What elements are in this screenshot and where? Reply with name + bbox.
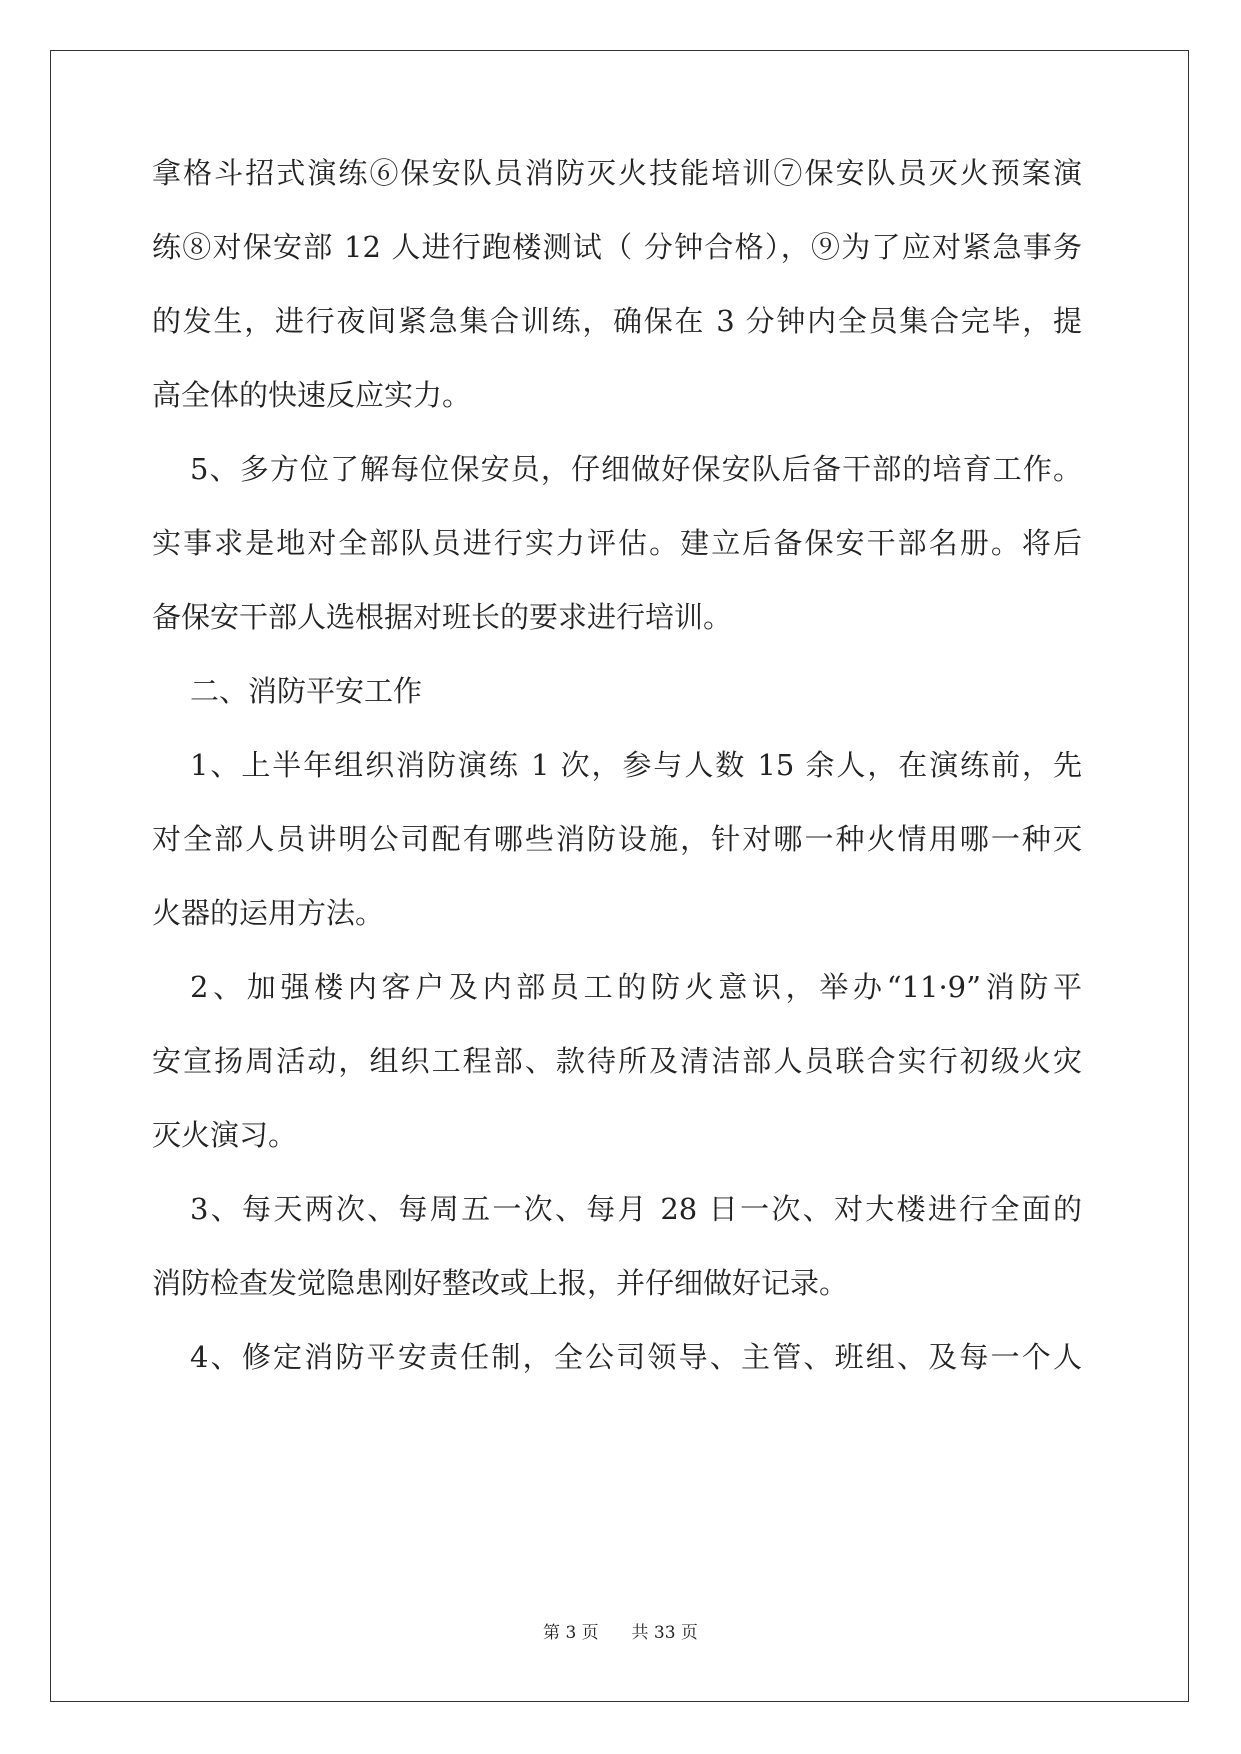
page-border <box>50 50 1189 1702</box>
text-line-16: 消防检查发觉隐患刚好整改或上报，并仔细做好记录。 <box>152 1266 849 1300</box>
text-line-9: 1、上半年组织消防演练 1 次，参与人数 15 余人，在演练前，先 <box>190 748 1082 782</box>
text-line-5: 5、多方位了解每位保安员，仔细做好保安队后备干部的培育工作。 <box>190 452 1082 486</box>
text-line-17: 4、修定消防平安责任制，全公司领导、主管、班组、及每一个人 <box>190 1340 1082 1374</box>
text-line-15: 3、每天两次、每周五一次、每月 28 日一次、对大楼进行全面的 <box>190 1192 1082 1226</box>
text-line-11: 火器的运用方法。 <box>152 896 385 930</box>
text-line-10: 对全部人员讲明公司配有哪些消防设施，针对哪一种火情用哪一种灭 <box>152 822 1082 856</box>
section-heading: 二、消防平安工作 <box>190 674 423 708</box>
page-total: 共 33 页 <box>631 1623 698 1643</box>
page-footer <box>0 1622 1241 1644</box>
text-line-1: 拿格斗招式演练⑥保安队员消防灭火技能培训⑦保安队员灭火预案演 <box>152 156 1082 190</box>
text-line-3: 的发生，进行夜间紧急集合训练，确保在 3 分钟内全员集合完毕，提 <box>152 304 1082 338</box>
text-line-13: 安宣扬周活动，组织工程部、款待所及清洁部人员联合实行初级火灾 <box>152 1044 1082 1078</box>
text-line-12: 2、加强楼内客户及内部员工的防火意识，举办“11·9”消防平 <box>190 970 1082 1004</box>
text-line-6: 实事求是地对全部队员进行实力评估。建立后备保安干部名册。将后 <box>152 526 1082 560</box>
text-line-14: 灭火演习。 <box>152 1118 298 1152</box>
text-line-4: 高全体的快速反应实力。 <box>152 378 472 412</box>
text-line-7: 备保安干部人选根据对班长的要求进行培训。 <box>152 600 733 634</box>
page-number: 第 3 页 <box>543 1623 599 1643</box>
text-line-2: 练⑧对保安部 12 人进行跑楼测试（ 分钟合格），⑨为了应对紧急事务 <box>152 230 1082 264</box>
